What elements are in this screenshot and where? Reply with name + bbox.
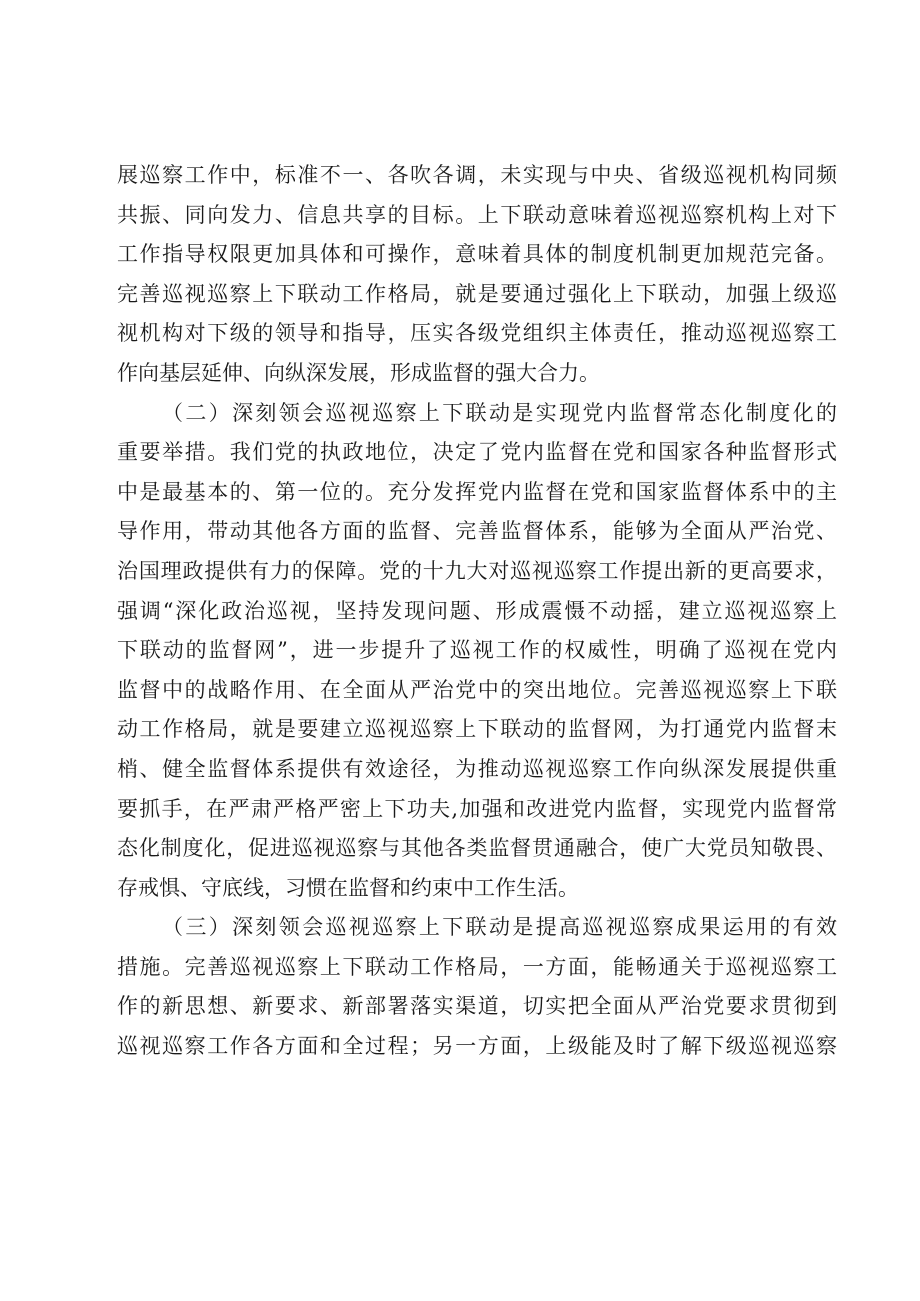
paragraph-line: 态化制度化，促进巡视巡察与其他各类监督贯通融合，使广大党员知敬畏、 [117, 836, 837, 861]
paragraph-line: 巡视巡察工作各方面和全过程；另一方面，上级能及时了解下级巡视巡察 [117, 1034, 837, 1059]
paragraph-line: 完善巡视巡察上下联动工作格局，就是要通过强化上下联动，加强上级巡 [117, 281, 837, 306]
paragraph-heading-line: （三）深刻领会巡视巡察上下联动是提高巡视巡察成果运用的有效 [162, 915, 837, 940]
paragraph-line: 要抓手，在严肃严格严密上下功夫,加强和改进党内监督，实现党内监督常 [117, 796, 837, 821]
paragraph-line: 展巡察工作中，标准不一、各吹各调，未实现与中央、省级巡视机构同频 [117, 163, 837, 187]
paragraph-line: 存戒惧、守底线，习惯在监督和约束中工作生活。 [117, 875, 579, 900]
paragraph-line: 中是最基本的、第一位的。充分发挥党内监督在党和国家监督体系中的主 [117, 479, 837, 504]
paragraph-line: 治国理政提供有力的保障。党的十九大对巡视巡察工作提出新的更高要求， [117, 558, 837, 583]
paragraph-line: 作向基层延伸、向纵深发展，形成监督的强大合力。 [117, 360, 600, 385]
paragraph-line: 工作指导权限更加具体和可操作，意味着具体的制度机制更加规范完备。 [117, 242, 837, 267]
document-body [117, 156, 837, 1067]
paragraph-line: 下联动的监督网”，进一步提升了巡视工作的权威性，明确了巡视在党内 [117, 638, 837, 663]
paragraph-line: 共振、同向发力、信息共享的目标。上下联动意味着巡视巡察机构上对下 [117, 202, 837, 227]
paragraph-line: 梢、健全监督体系提供有效途径，为推动巡视巡察工作向纵深发展提供重 [117, 756, 837, 781]
paragraph-line: 作的新思想、新要求、新部署落实渠道，切实把全面从严治党要求贯彻到 [117, 994, 837, 1019]
paragraph-heading-line: （二）深刻领会巡视巡察上下联动是实现党内监督常态化制度化的 [162, 400, 837, 425]
paragraph-line: 重要举措。我们党的执政地位，决定了党内监督在党和国家各种监督形式 [117, 440, 837, 465]
paragraph-line: 强调“深化政治巡视，坚持发现问题、形成震慑不动摇，建立巡视巡察上 [117, 598, 837, 623]
paragraph-line: 措施。完善巡视巡察上下联动工作格局，一方面，能畅通关于巡视巡察工 [117, 954, 837, 979]
paragraph-line: 导作用，带动其他各方面的监督、完善监督体系，能够为全面从严治党、 [117, 519, 837, 544]
paragraph-line: 监督中的战略作用、在全面从严治党中的突出地位。完善巡视巡察上下联 [117, 677, 837, 702]
paragraph-line: 视机构对下级的领导和指导，压实各级党组织主体责任，推动巡视巡察工 [117, 321, 837, 346]
paragraph-line: 动工作格局，就是要建立巡视巡察上下联动的监督网，为打通党内监督末 [117, 717, 837, 742]
